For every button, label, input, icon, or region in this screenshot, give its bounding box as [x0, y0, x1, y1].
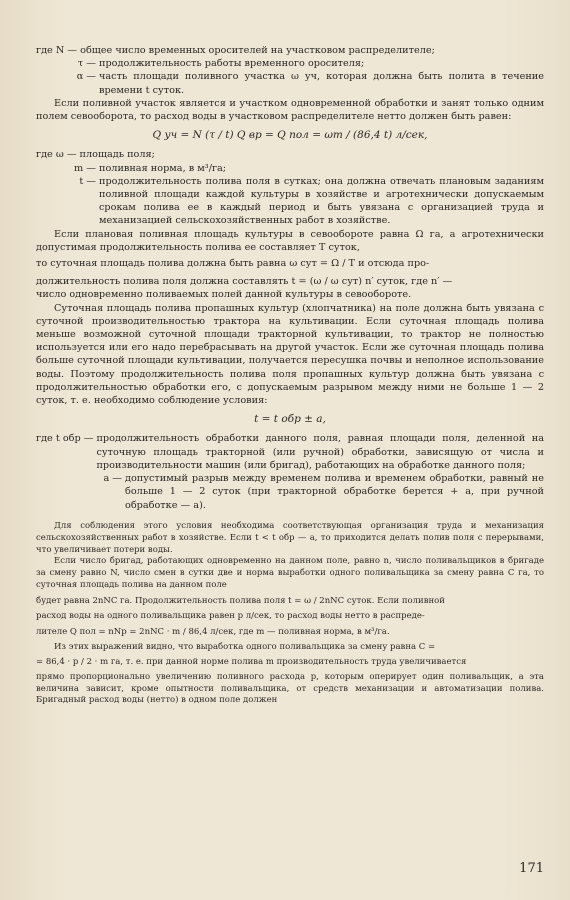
definition-a — [36, 472, 544, 512]
small-paragraph-2: Если число бригад, работающих одновременно на данном поле, равно n, число поливальщиков в бригаде за смену равно N, число смен в сутки две и норма выработки одного поливальщика за смену равна C га, то суточная площадь полива на данном поле — [36, 556, 544, 591]
definition-text: общее число временных оросителей на участковом распределителе; — [80, 45, 435, 56]
definition-text: продолжительность полива поля в сутках; она должна отвечать плановым заданиям поливной площади каждой культуры в хозяйстве и агротехнически допускаемым срокам полива ее в каждый период и быть увязана с организацией труда и механизацией сельскохозяйственных работ в хозяйстве. — [99, 175, 544, 227]
paragraph-2-line-c: должительность полива поля должна составлять t = (ω / ω сут) n′ суток, где n′ — — [36, 276, 453, 288]
small-line-2c: расход воды на одного поливальщика равен p л/сек, то расход воды нетто в распреде- — [36, 611, 425, 622]
definition-text: часть площади поливного участка ω уч, которая должна быть полита в течение времени t суток. — [99, 71, 544, 96]
paragraph-2: Если плановая поливная площадь культуры в севообороте равна Ω га, а агротехнически допустимая продолжительность полива ее составляет T суток, — [36, 228, 544, 253]
definition-N — [36, 44, 544, 57]
definition-symbol: где t обр — — [36, 433, 94, 445]
definition-text: площадь поля; — [79, 149, 155, 161]
definition-symbol: где ω — — [36, 149, 77, 161]
formula-2: t = t обр ± a, — [254, 413, 326, 426]
definition-text: поливная норма, в м³/га; — [99, 162, 227, 174]
paragraph-3: Суточная площадь полива пропашных культур (хлопчатника) на поле должна быть увязана с суточной производительностью трактора на культивации. Если суточная площадь полива меньше возможной суточной площади тракторной культивации, то трактор не полностью используется или его надо перебрасывать на другой участок. Если же суточная площадь полива больше суточной площади культивации, получается пересушка почвы и неполное использование воды. Поэтому продолжительность полива поля пропашных культур должна быть увязана с продолжительностью обработки его, с допускаемым разрывом между ними не больше 1 — 2 суток, т. е. необходимо соблюдение условия: — [36, 302, 544, 407]
small-line-2b: будет равна 2nNC га. Продолжительность полива поля t = ω / 2nNC суток. Если поливной — [36, 596, 445, 607]
page-number: 171 — [519, 861, 544, 876]
small-paragraph-3: Из этих выражений видно, что выработка одного поливальщика за смену равна C = — [54, 641, 436, 652]
definition-symbol: τ — — [77, 58, 96, 70]
definition-text: продолжительность обработки данного поля, равная площади поля, деленной на суточную площадь тракторной (или ручной) обработки, зависящую от числа и производительности машин (или бригад), работающих на обработке данного поля; — [96, 433, 544, 471]
small-line-3c: прямо пропорционально увеличению поливного расхода p, которым оперирует один поливальщик, а эта величина зависит, кроме опытности поливальщика, от средств механизации и автоматизации полива. Бригадный расход воды (нетто) в одном поле должен — [36, 671, 544, 706]
definition-tau — [36, 57, 544, 70]
paragraph-2-line-d: число одновременно поливаемых полей данной культуры в севообороте. — [36, 289, 412, 301]
formula-1: Q уч = N (τ / t) Q вр = Q пол = ωm / (86,4 t) л/сек, — [152, 129, 428, 142]
definition-m — [36, 162, 544, 175]
small-line-2d: лителе Q пол = nNp = 2nNC · m / 86,4 л/сек, где m — поливная норма, в м³/га. — [36, 626, 390, 637]
small-paragraph-1: Для соблюдения этого условия необходима соответствующая организация труда и механизация сельскохозяйственных работ в хозяйстве. Если t < t обр — a, то приходится делать полив поля с перерывами, что увеличивает потери воды. — [36, 520, 544, 555]
paragraph-2-line-b: то суточная площадь полива должна быть равна ω сут = Ω / T и отсюда про- — [36, 258, 430, 270]
definition-t — [36, 175, 544, 228]
definition-omega — [36, 148, 544, 161]
small-line-3b: = 86,4 · p / 2 · m га, т. е. при данной норме полива m производительность труда увеличивается — [36, 656, 467, 667]
definition-symbol: a — — [103, 473, 122, 485]
definition-symbol: где N — — [36, 45, 78, 56]
definition-text: допустимый разрыв между временем полива и временем обработки, равный не больше 1 — 2 суток (при тракторной обработке берется + a, при ручной обработке — a). — [125, 473, 544, 511]
definition-symbol: α — — [76, 71, 96, 83]
small-print — [36, 521, 544, 708]
definition-text: продолжительность работы временного оросителя; — [99, 58, 365, 70]
definition-symbol: m — — [74, 162, 96, 174]
definition-tobr — [36, 432, 544, 472]
paragraph-1: Если поливной участок является и участком одновременной обработки и занят только одним полем севооборота, то расход воды в участковом распределителе нетто должен быть равен: — [36, 97, 544, 123]
definition-symbol: t — — [79, 175, 96, 187]
main-text — [36, 44, 544, 512]
definition-alpha — [36, 70, 544, 96]
